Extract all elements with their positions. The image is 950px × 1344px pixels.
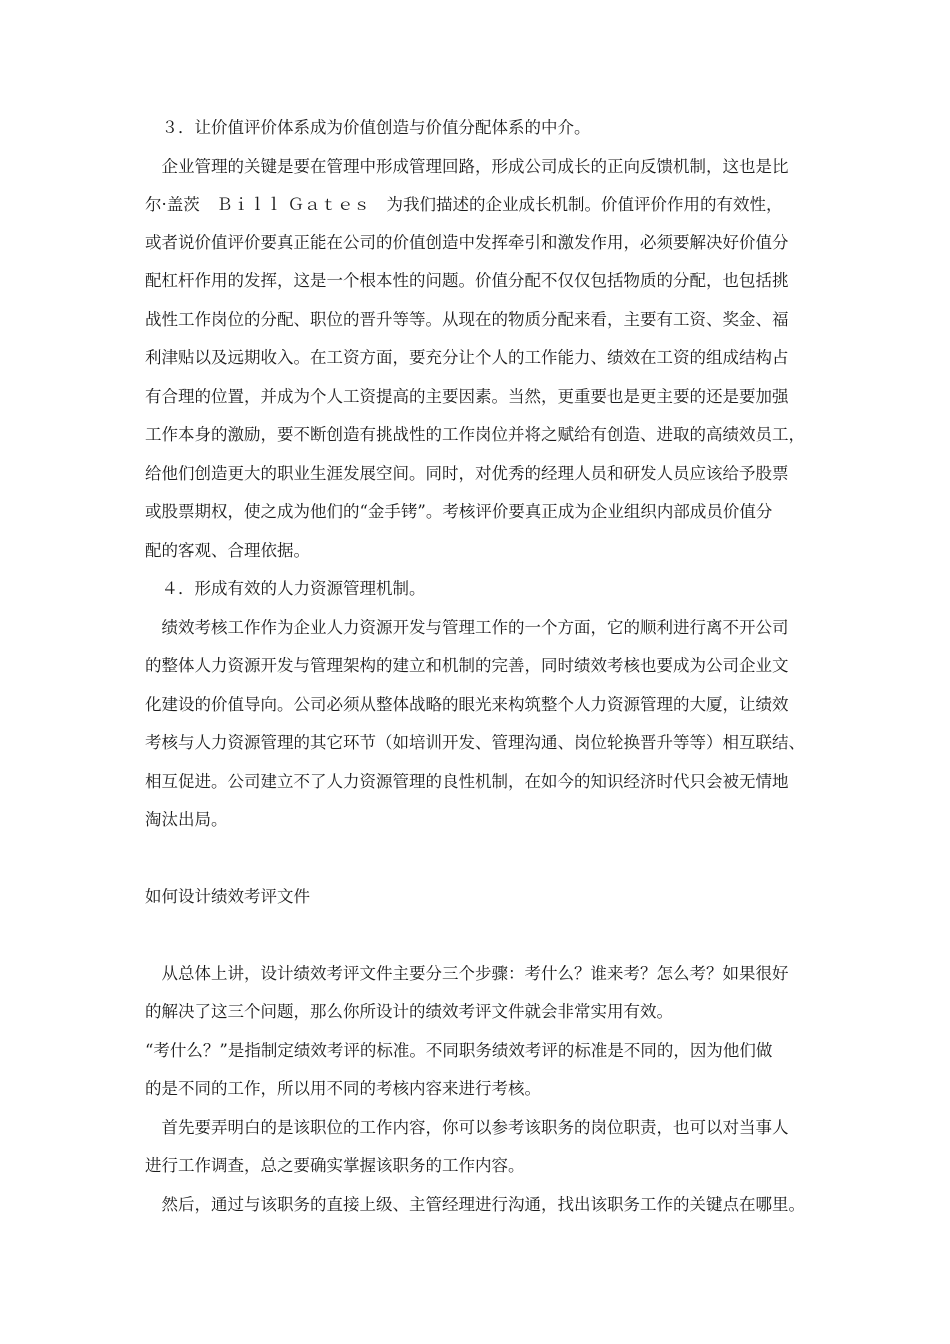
paragraph-line: 配的客观、合理依据。 (145, 541, 310, 560)
section-4-title: ４．形成有效的人力资源管理机制。 (145, 579, 426, 598)
paragraph-line: 的整体人力资源开发与管理架构的建立和机制的完善，同时绩效考核也要成为公司企业文 (145, 656, 789, 675)
paragraph-line: 或者说价值评价要真正能在公司的价值创造中发挥牵引和激发作用，必须要解决好价值分 (145, 233, 789, 252)
paragraph-line: 首先要弄明白的是该职位的工作内容，你可以参考该职务的岗位职责，也可以对当事人 (145, 1118, 789, 1137)
paragraph-line: 考核与人力资源管理的其它环节（如培训开发、管理沟通、岗位轮换晋升等等）相互联结、 (145, 733, 805, 752)
paragraph-line: 给他们创造更大的职业生涯发展空间。同时，对优秀的经理人员和研发人员应该给予股票 (145, 464, 789, 483)
paragraph-line: 或股票期权，使之成为他们的“金手铐”。考核评价要真正成为企业组织内部成员价值分 (145, 502, 773, 521)
paragraph-line: 的是不同的工作，所以用不同的考核内容来进行考核。 (145, 1079, 541, 1098)
paragraph-line: 淘汰出局。 (145, 810, 228, 829)
paragraph-line: 从总体上讲，设计绩效考评文件主要分三个步骤：考什么？谁来考？怎么考？如果很好 (145, 964, 789, 983)
paragraph-line: “考什么？”是指制定绩效考评的标准。不同职务绩效考评的标准是不同的，因为他们做 (145, 1041, 773, 1060)
paragraph-line: 配杠杆作用的发挥，这是一个根本性的问题。价值分配不仅仅包括物质的分配，也包括挑 (145, 271, 789, 290)
paragraph-line: 战性工作岗位的分配、职位的晋升等等。从现在的物质分配来看，主要有工资、奖金、福 (145, 310, 789, 329)
paragraph-line: 工作本身的激励，要不断创造有挑战性的工作岗位并将之赋给有创造、进取的高绩效员工， (145, 425, 805, 444)
paragraph-line: 相互促进。公司建立不了人力资源管理的良性机制，在如今的知识经济时代只会被无情地 (145, 772, 789, 791)
paragraph-line: 然后，通过与该职务的直接上级、主管经理进行沟通，找出该职务工作的关键点在哪里。 (145, 1195, 805, 1214)
paragraph-line: 利津贴以及远期收入。在工资方面，要充分让个人的工作能力、绩效在工资的组成结构占 (145, 348, 789, 367)
paragraph-line: 绩效考核工作作为企业人力资源开发与管理工作的一个方面，它的顺利进行离不开公司 (145, 618, 789, 637)
paragraph-line: 有合理的位置，并成为个人工资提高的主要因素。当然，更重要也是更主要的还是要加强 (145, 387, 789, 406)
paragraph-line: 尔·盖茨 Ｂｉｌｌ Ｇａｔｅｓ 为我们描述的企业成长机制。价值评价作用的有效性， (145, 195, 783, 214)
paragraph-line: 进行工作调查，总之要确实掌握该职务的工作内容。 (145, 1156, 525, 1175)
section-3-title: ３．让价值评价体系成为价值创造与价值分配体系的中介。 (145, 118, 591, 137)
section-heading: 如何设计绩效考评文件 (145, 887, 310, 906)
paragraph-line: 企业管理的关键是要在管理中形成管理回路，形成公司成长的正向反馈机制，这也是比 (145, 157, 789, 176)
paragraph-line: 的解决了这三个问题，那么你所设计的绩效考评文件就会非常实用有效。 (145, 1002, 673, 1021)
paragraph-line: 化建设的价值导向。公司必须从整体战略的眼光来构筑整个人力资源管理的大厦，让绩效 (145, 695, 789, 714)
